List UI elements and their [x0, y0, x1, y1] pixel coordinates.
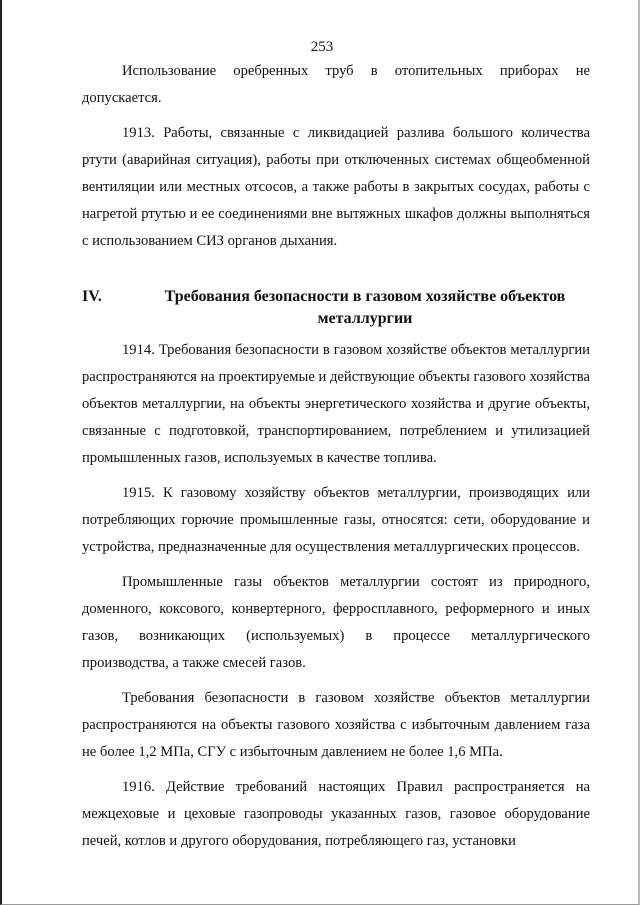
- section-title: Требования безопасности в газовом хозяйстве объектов металлургии: [164, 288, 566, 327]
- page-number: 253: [310, 39, 334, 55]
- paragraph-pressure-requirements: Требования безопасности в газовом хозяйстве объектов металлургии распространяются на объекты газового хозяйства с избыточным давлением газа не более 1,2 МПа, СГУ с избыточным давлением не более 1,6 МПа.: [82, 690, 590, 760]
- section-number: IV.: [82, 288, 102, 305]
- paragraph-1913: 1913. Работы, связанные с ликвидацией разлива большого количества ртути (аварийная ситуация), работы при отключенных системах общеобменной вентиляции или местных отсосов, а также работы в закрытых сосудах, работы с нагретой ртутью и ее соединениями вне вытяжных шкафов должны выполняться с использованием СИЗ органов дыхания.: [82, 125, 590, 249]
- document-body: [82, 58, 590, 855]
- paragraph-industrial-gases: Промышленные газы объектов металлургии состоят из природного, доменного, коксового, конвертерного, ферросплавного, реформерного и иных газов, возникающих (используемых) в процессе металлургического производства, а также смесей газов.: [82, 574, 590, 671]
- paragraph-1915: 1915. К газовому хозяйству объектов металлургии, производящих или потребляющих горючие промышленные газы, относятся: сети, оборудование и устройства, предназначенные для осуществления металлургических процессов.: [82, 485, 590, 555]
- paragraph-1916: 1916. Действие требований настоящих Правил распространяется на межцеховые и цеховые газопроводы указанных газов, газовое оборудование печей, котлов и другого оборудования, потребляющего газ, установки: [82, 779, 590, 849]
- paragraph-finned-pipes: Использование оребренных труб в отопительных приборах не допускается.: [82, 63, 590, 106]
- section-heading: [82, 286, 590, 330]
- paragraph-1914: 1914. Требования безопасности в газовом хозяйстве объектов металлургии распространяются на проектируемые и действующие объекты газового хозяйства объектов металлургии, на объекты энергетического хозяйства и другие объекты, связанные с подготовкой, транспортированием, потреблением и утилизацией промышленных газов, используемых в качестве топлива.: [82, 342, 590, 466]
